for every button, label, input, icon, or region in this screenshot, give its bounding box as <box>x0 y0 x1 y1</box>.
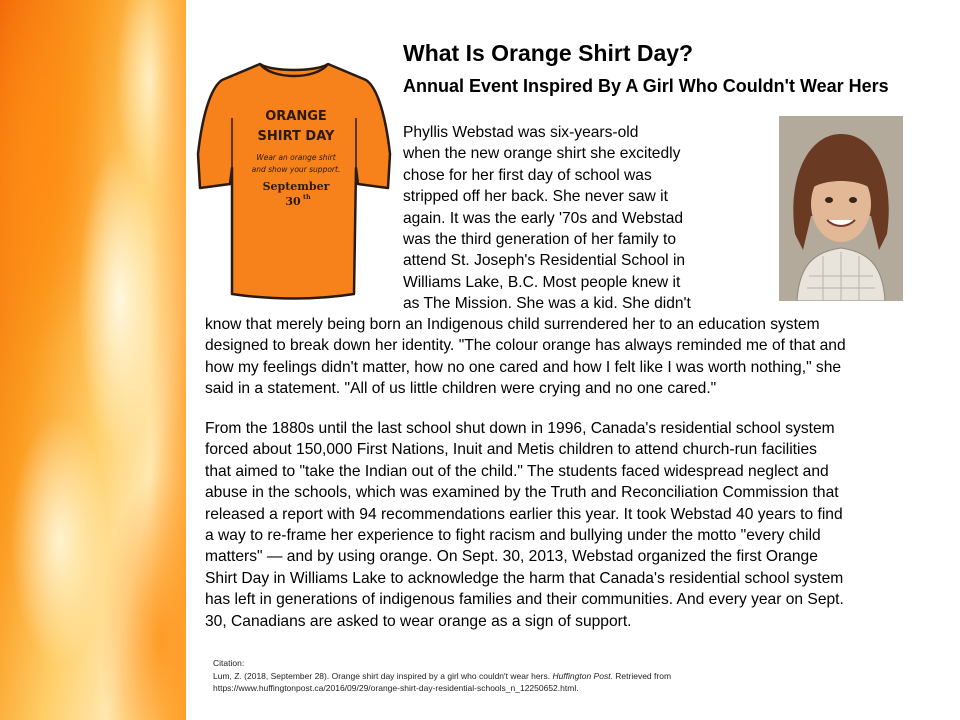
text-line: how my feelings didn't matter, how no one cared and how I felt like I was worth nothing," she <box>205 358 842 376</box>
text-line: released a report with 94 recommendations earlier this year. It took Webstad 40 years to find <box>205 505 843 523</box>
shirt-text-line1: ORANGE <box>265 109 327 124</box>
text-line: 30, Canadians are asked to wear orange as a sign of support. <box>205 612 632 630</box>
text-line: attend St. Joseph's Residential School in <box>403 252 686 270</box>
text-line: was the third generation of her family to <box>403 231 677 249</box>
page-title: What Is Orange Shirt Day? <box>403 40 694 66</box>
shirt-text-line3: Wear an orange shirt <box>256 153 336 162</box>
citation <box>213 657 913 695</box>
child-photo <box>779 116 903 301</box>
citation-url: https://www.huffingtonpost.ca/2016/09/29/orange-shirt-day-residential-schools_n_12250652.html. <box>213 683 579 693</box>
text-line: a way to re-frame her experience to fight racism and bullying under the motto "every child <box>205 527 821 545</box>
text-line: as The Mission. She was a kid. She didn't <box>403 295 691 313</box>
text-line: that aimed to "take the Indian out of the child." The students faced widespread neglect and <box>205 462 829 480</box>
text-line: chose for her first day of school was <box>403 166 652 184</box>
portrait-image <box>779 116 903 301</box>
shirt-text-line6: 30 <box>285 195 301 208</box>
text-line: From the 1880s until the last school shut down in 1996, Canada's residential school system <box>205 420 835 437</box>
shirt-text-line5: September <box>262 180 330 193</box>
citation-label: Citation: <box>213 658 245 668</box>
text-line: know that merely being born an Indigenous child surrendered her to an education system <box>205 316 820 333</box>
shirt-text-line4: and show your support. <box>251 165 341 174</box>
flame-edge <box>150 0 186 720</box>
text-line: abuse in the schools, which was examined by the Truth and Reconciliation Commission that <box>205 484 839 502</box>
text-line: said in a statement. "All of us little children were crying and no one cared." <box>205 380 717 398</box>
citation-reference <box>213 670 913 683</box>
text-line: has left in generations of indigenous families and their communities. And every year on Sept. <box>205 591 844 609</box>
page-subtitle: Annual Event Inspired By A Girl Who Couldn't Wear Hers <box>403 76 889 96</box>
citation-ref-end: Retrieved from <box>612 670 672 681</box>
history-paragraph <box>205 418 933 632</box>
intro-paragraph-continued <box>205 314 933 400</box>
text-line: stripped off her back. She never saw it <box>403 188 668 206</box>
text-line: matters" — and by using orange. On Sept. 30, 2013, Webstad organized the first Orange <box>205 548 818 566</box>
text-line: again. It was the early '70s and Webstad <box>403 209 684 227</box>
citation-journal: Huffington Post. <box>552 670 613 681</box>
text-line: forced about 150,000 First Nations, Inuit and Metis children to attend church-run facilities <box>205 441 817 459</box>
text-line: Phyllis Webstad was six-years-old <box>403 124 639 141</box>
text-line: designed to break down her identity. "The colour orange has always reminded me of that and <box>205 337 846 355</box>
text-line: when the new orange shirt she excitedly <box>403 145 681 163</box>
citation-ref-start: Lum, Z. (2018, September 28). Orange shirt day inspired by a girl who couldn't wear hers. <box>213 670 553 681</box>
orange-shirt-image <box>196 58 392 302</box>
text-line: Shirt Day in Williams Lake to acknowledge the harm that Canada's residential school system <box>205 569 844 587</box>
intro-paragraph <box>403 122 733 315</box>
shirt-text-sup: th <box>303 193 311 201</box>
text-line: Williams Lake, B.C. Most people knew it <box>403 273 681 291</box>
shirt-text-line2: SHIRT DAY <box>257 129 335 144</box>
